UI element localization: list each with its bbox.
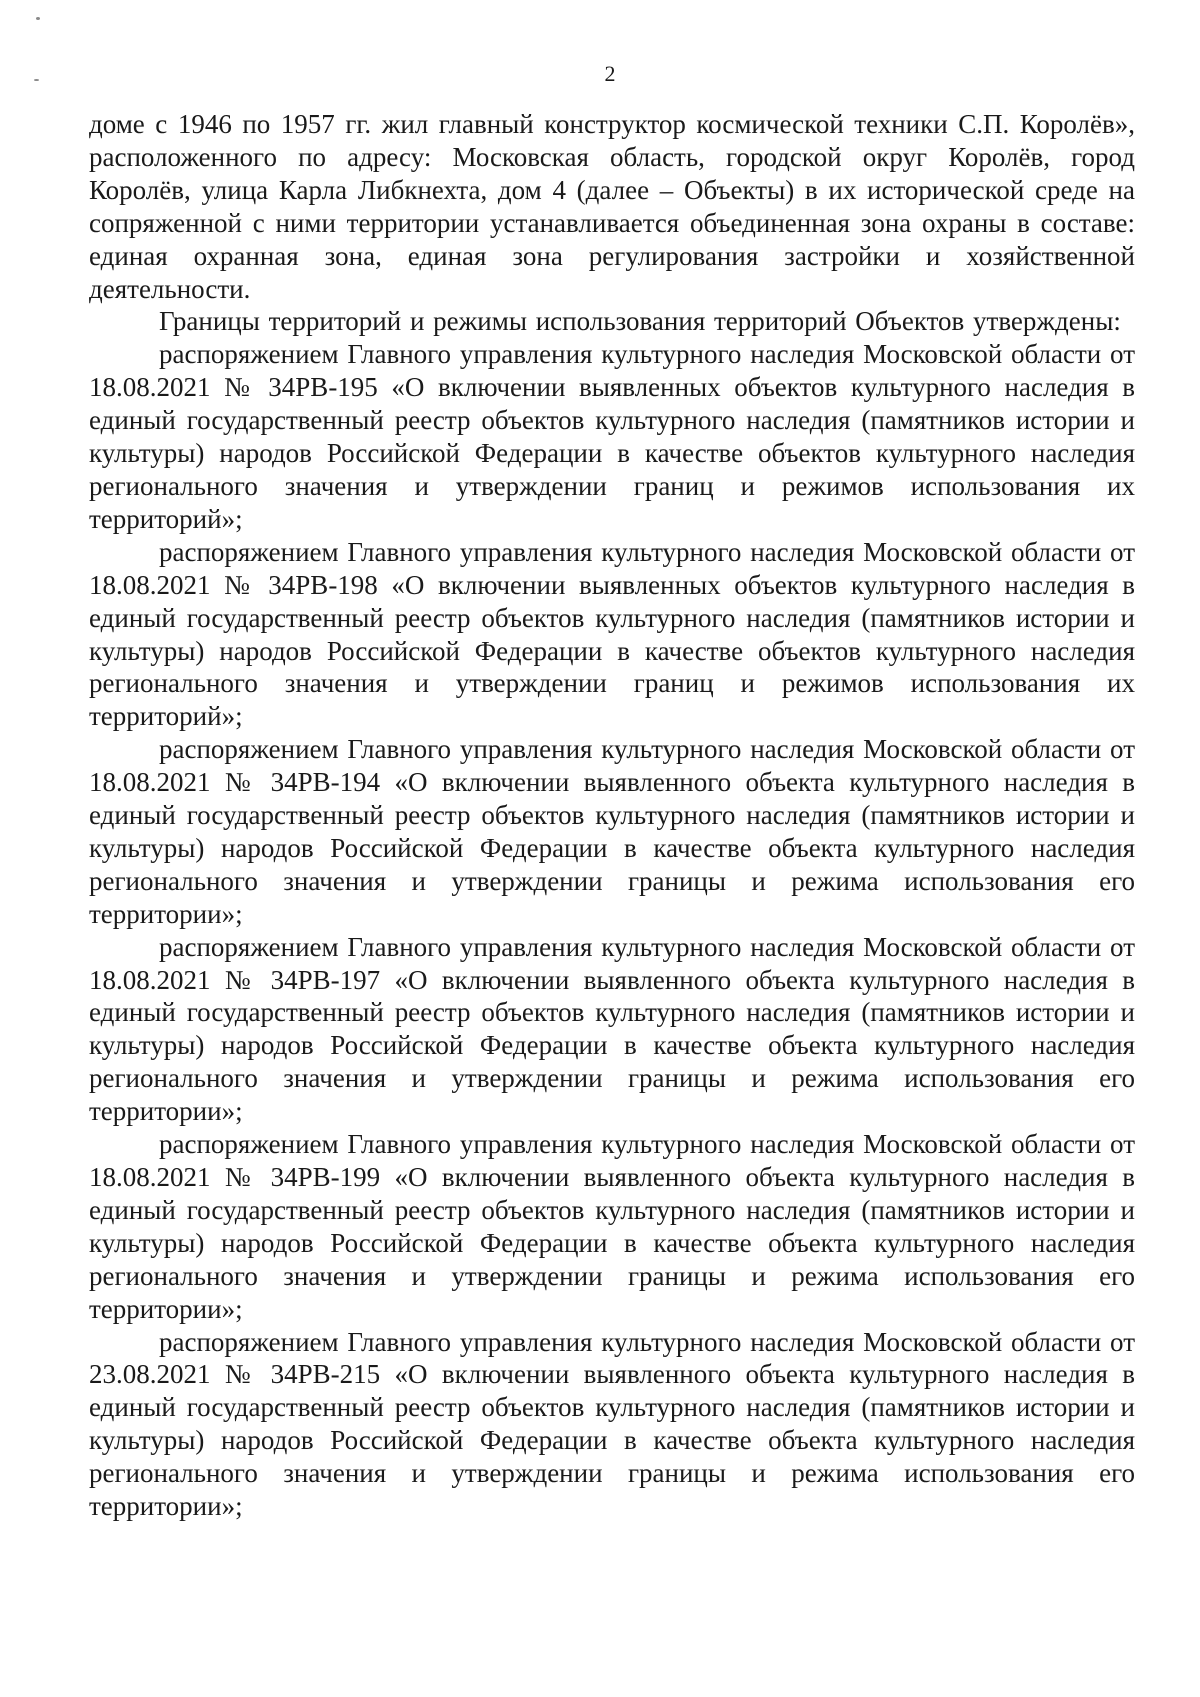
paragraph-order-34rv-199: распоряжением Главного управления культурного наследия Московской области от 18.08.2021 № 34РВ-199 «О включении выявленного объекта культурного наследия в единый государственный реестр объектов культурного наследия (памятников истории и культуры) народов Российской Федерации в качестве объекта культурного наследия регионального значения и утверждении границы и режима использования его территории»; (89, 1129, 1135, 1324)
page-number: 2 (604, 61, 616, 86)
paragraph-boundaries-intro: Границы территорий и режимы использования территорий Объектов утверждены: (159, 306, 1121, 337)
paragraph-order-34rv-194: распоряжением Главного управления культурного наследия Московской области от 18.08.2021 № 34РВ-194 «О включении выявленного объекта культурного наследия в единый государственный реестр объектов культурного наследия (памятников истории и культуры) народов Российской Федерации в качестве объекта культурного наследия регионального значения и утверждении границы и режима использования его территории»; (89, 734, 1135, 929)
paragraph-order-34rv-197: распоряжением Главного управления культурного наследия Московской области от 18.08.2021 № 34РВ-197 «О включении выявленного объекта культурного наследия в единый государственный реестр объектов культурного наследия (памятников истории и культуры) народов Российской Федерации в качестве объекта культурного наследия регионального значения и утверждении границы и режима использования его территории»; (89, 931, 1135, 1127)
scan-speck (34, 79, 39, 81)
scan-speck (36, 17, 40, 20)
paragraph-order-34rv-195: распоряжением Главного управления культурного наследия Московской области от 18.08.2021 № 34РВ-195 «О включении выявленных объектов культурного наследия в единый государственный реестр объектов культурного наследия (памятников истории и культуры) народов Российской Федерации в качестве объектов культурного наследия регионального значения и утверждении границ и режимов использования их территорий»; (89, 339, 1135, 534)
paragraph-order-34rv-198: распоряжением Главного управления культурного наследия Московской области от 18.08.2021 № 34РВ-198 «О включении выявленных объектов культурного наследия в единый государственный реестр объектов культурного наследия (памятников истории и культуры) народов Российской Федерации в качестве объектов культурного наследия регионального значения и утверждении границ и режимов использования их территорий»; (89, 536, 1135, 732)
paragraph-order-34rv-215: распоряжением Главного управления культурного наследия Московской области от 23.08.2021 № 34РВ-215 «О включении выявленного объекта культурного наследия в единый государственный реестр объектов культурного наследия (памятников истории и культуры) народов Российской Федерации в качестве объекта культурного наследия регионального значения и утверждении границы и режима использования его территории»; (89, 1326, 1135, 1522)
paragraph-continuation: доме с 1946 по 1957 гг. жил главный конструктор космической техники С.П. Королёв», расположенного по адресу: Московская область, городской округ Королёв, город Королёв, улица Карла Либкнехта, дом 4 (далее – Объекты) в их исторической среде на сопряженной с ними территории устанавливается объединенная зона охраны в составе: единая охранная зона, единая зона регулирования застройки и хозяйственной деятельности. (89, 109, 1135, 304)
document-body (89, 108, 1135, 1523)
